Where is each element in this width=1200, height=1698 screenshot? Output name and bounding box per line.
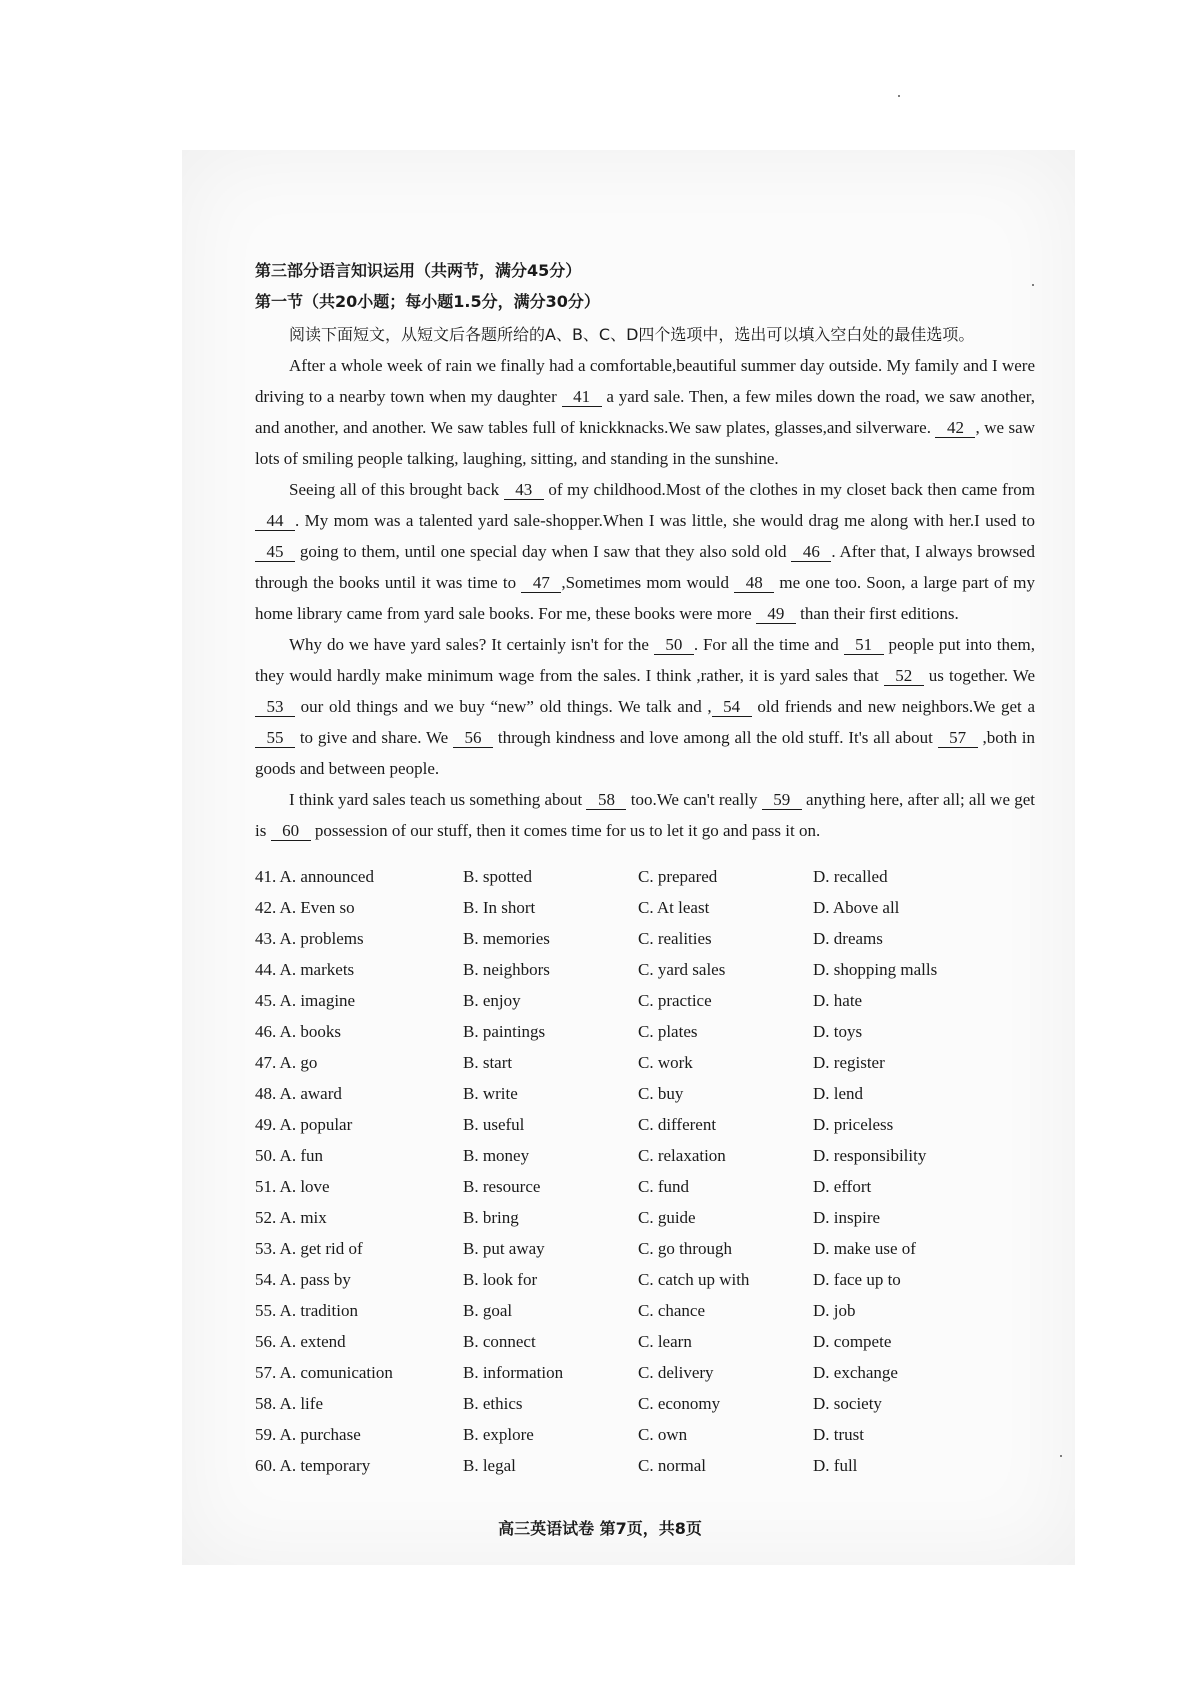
passage-text: our old things and we buy “new” old things. We talk and , bbox=[295, 697, 712, 716]
option-choice-d: D. shopping malls bbox=[813, 960, 938, 979]
option-choice-b: B. memories bbox=[463, 929, 550, 948]
passage-text: Seeing all of this brought back bbox=[289, 480, 504, 499]
option-choice-b: B. useful bbox=[463, 1115, 525, 1134]
cloze-blank: 50 bbox=[654, 636, 694, 655]
option-row bbox=[255, 1171, 1035, 1202]
option-choice-a: 44. A. markets bbox=[255, 960, 355, 979]
passage-text: I think yard sales teach us something about bbox=[289, 790, 587, 809]
option-row bbox=[255, 1450, 1035, 1481]
option-choice-b: B. write bbox=[463, 1084, 518, 1103]
passage-text: through kindness and love among all the old stuff. It's all about bbox=[493, 728, 938, 747]
option-choice-d: D. inspire bbox=[813, 1208, 881, 1227]
option-choice-c: C. yard sales bbox=[638, 960, 726, 979]
cloze-blank: 54 bbox=[712, 698, 752, 717]
option-choice-c: C. learn bbox=[638, 1332, 692, 1351]
passage-text: me one too. Soon, a large part of my home library came from yard sale books. For me, these books were more bbox=[255, 573, 1035, 623]
passage-text: too.We can't really bbox=[626, 790, 762, 809]
option-choice-d: D. register bbox=[813, 1053, 885, 1072]
option-choice-c: C. relaxation bbox=[638, 1146, 726, 1165]
cloze-blank: 55 bbox=[255, 729, 295, 748]
option-choice-c: C. practice bbox=[638, 991, 712, 1010]
option-choice-d: D. effort bbox=[813, 1177, 872, 1196]
option-choice-c: C. economy bbox=[638, 1394, 721, 1413]
cloze-blank: 45 bbox=[255, 543, 295, 562]
cloze-blank: 51 bbox=[844, 636, 884, 655]
option-row bbox=[255, 1233, 1035, 1264]
passage-text: After a whole week of rain we finally had a comfortable,beautiful summer day outside. My family and I were driving to a nearby town when my daughter bbox=[255, 356, 1035, 406]
option-row bbox=[255, 1264, 1035, 1295]
cloze-blank: 59 bbox=[762, 791, 802, 810]
cloze-blank: 47 bbox=[521, 574, 561, 593]
cloze-blank: 44 bbox=[255, 512, 295, 531]
option-choice-b: B. In short bbox=[463, 898, 536, 917]
option-choice-b: B. resource bbox=[463, 1177, 541, 1196]
option-choice-a: 42. A. Even so bbox=[255, 898, 355, 917]
option-choice-b: B. ethics bbox=[463, 1394, 523, 1413]
option-choice-d: D. Above all bbox=[813, 898, 900, 917]
option-row bbox=[255, 1388, 1035, 1419]
passage-text: . My mom was a talented yard sale-shopper.When I was little, she would drag me along with her.I used to bbox=[295, 511, 1035, 530]
option-choice-d: D. face up to bbox=[813, 1270, 901, 1289]
option-choice-b: B. start bbox=[463, 1053, 513, 1072]
option-choice-a: 52. A. mix bbox=[255, 1208, 327, 1227]
scan-speck bbox=[898, 95, 900, 97]
cloze-blank: 56 bbox=[453, 729, 493, 748]
option-choice-c: C. delivery bbox=[638, 1363, 714, 1382]
option-choice-b: B. put away bbox=[463, 1239, 545, 1258]
option-choice-c: C. normal bbox=[638, 1456, 706, 1475]
option-choice-d: D. recalled bbox=[813, 867, 888, 886]
option-choice-c: C. prepared bbox=[638, 867, 718, 886]
part-title: 第三部分语言知识运用（共两节，满分45分） bbox=[255, 261, 582, 280]
option-choice-a: 59. A. purchase bbox=[255, 1425, 361, 1444]
passage-text: . After that, I always browsed through the books until it was time to bbox=[255, 542, 1035, 592]
option-choice-a: 58. A. life bbox=[255, 1394, 323, 1413]
option-choice-d: D. job bbox=[813, 1301, 856, 1320]
option-row bbox=[255, 1078, 1035, 1109]
option-choice-a: 57. A. comunication bbox=[255, 1363, 393, 1382]
option-choice-a: 45. A. imagine bbox=[255, 991, 356, 1010]
passage-text: old friends and new neighbors.We get a bbox=[751, 697, 1035, 716]
option-choice-d: D. responsibility bbox=[813, 1146, 927, 1165]
option-choice-d: D. trust bbox=[813, 1425, 864, 1444]
option-choice-a: 46. A. books bbox=[255, 1022, 341, 1041]
option-choice-d: D. make use of bbox=[813, 1239, 916, 1258]
option-choice-c: C. buy bbox=[638, 1084, 684, 1103]
option-choice-c: C. plates bbox=[638, 1022, 698, 1041]
option-choice-b: B. bring bbox=[463, 1208, 519, 1227]
option-choice-d: D. toys bbox=[813, 1022, 863, 1041]
option-choice-c: C. go through bbox=[638, 1239, 732, 1258]
option-choice-d: D. full bbox=[813, 1456, 858, 1475]
option-choice-c: C. fund bbox=[638, 1177, 689, 1196]
cloze-blank: 48 bbox=[734, 574, 774, 593]
option-choice-b: B. look for bbox=[463, 1270, 538, 1289]
cloze-blank: 57 bbox=[938, 729, 978, 748]
option-choice-b: B. explore bbox=[463, 1425, 534, 1444]
option-choice-a: 51. A. love bbox=[255, 1177, 330, 1196]
passage-text: going to them, until one special day when I saw that they also sold old bbox=[295, 542, 792, 561]
option-row bbox=[255, 861, 1035, 892]
option-choice-a: 43. A. problems bbox=[255, 929, 364, 948]
option-choice-b: B. enjoy bbox=[463, 991, 521, 1010]
passage-text: . For all the time and bbox=[693, 635, 844, 654]
option-row bbox=[255, 892, 1035, 923]
cloze-blank: 42 bbox=[935, 419, 975, 438]
passage-text: , we saw lots of smiling people talking, laughing, sitting, and standing in the sunshine. bbox=[255, 418, 1035, 468]
option-choice-b: B. neighbors bbox=[463, 960, 550, 979]
option-row bbox=[255, 1140, 1035, 1171]
option-choice-a: 49. A. popular bbox=[255, 1115, 353, 1134]
passage-text: people put into them, they would hardly make minimum wage from the sales. I think ,rather, it is yard sales that bbox=[255, 635, 1035, 685]
passage-paragraph bbox=[255, 350, 1035, 474]
passage-text: than their first editions. bbox=[795, 604, 959, 623]
option-row bbox=[255, 1016, 1035, 1047]
passage-text: possession of our stuff, then it comes time for us to let it go and pass it on. bbox=[310, 821, 821, 840]
option-choice-c: C. realities bbox=[638, 929, 712, 948]
option-row bbox=[255, 1326, 1035, 1357]
instructions: 阅读下面短文，从短文后各题所给的A、B、C、D四个选项中，选出可以填入空白处的最佳选项。 bbox=[289, 325, 975, 344]
passage-text: anything here, after all; all we get is bbox=[255, 790, 1036, 840]
cloze-blank: 53 bbox=[255, 698, 295, 717]
cloze-passage bbox=[255, 350, 1035, 846]
option-row bbox=[255, 1419, 1035, 1450]
passage-paragraph bbox=[255, 474, 1035, 629]
option-row bbox=[255, 923, 1035, 954]
option-choice-a: 53. A. get rid of bbox=[255, 1239, 363, 1258]
cloze-blank: 52 bbox=[884, 667, 924, 686]
option-choice-b: B. legal bbox=[463, 1456, 516, 1475]
option-choice-b: B. money bbox=[463, 1146, 530, 1165]
passage-text: Why do we have yard sales? It certainly isn't for the bbox=[289, 635, 654, 654]
option-choice-d: D. lend bbox=[813, 1084, 864, 1103]
passage-text: ,Sometimes mom would bbox=[561, 573, 735, 592]
option-choice-a: 47. A. go bbox=[255, 1053, 318, 1072]
option-choice-a: 60. A. temporary bbox=[255, 1456, 371, 1475]
option-choice-d: D. hate bbox=[813, 991, 863, 1010]
option-row bbox=[255, 1357, 1035, 1388]
option-choice-a: 54. A. pass by bbox=[255, 1270, 351, 1289]
option-choice-a: 56. A. extend bbox=[255, 1332, 346, 1351]
option-row bbox=[255, 985, 1035, 1016]
cloze-blank: 60 bbox=[271, 822, 311, 841]
option-choice-c: C. chance bbox=[638, 1301, 706, 1320]
option-row bbox=[255, 1295, 1035, 1326]
passage-text: of my childhood.Most of the clothes in my closet back then came from bbox=[543, 480, 1035, 499]
option-choice-a: 48. A. award bbox=[255, 1084, 342, 1103]
passage-text: us together. We bbox=[923, 666, 1035, 685]
option-choice-c: C. guide bbox=[638, 1208, 696, 1227]
option-choice-b: B. information bbox=[463, 1363, 564, 1382]
options-list bbox=[255, 861, 1035, 1481]
passage-paragraph bbox=[255, 784, 1035, 846]
option-choice-d: D. exchange bbox=[813, 1363, 898, 1382]
passage-text: ,both in goods and between people. bbox=[255, 728, 1035, 778]
option-choice-b: B. goal bbox=[463, 1301, 513, 1320]
option-choice-b: B. connect bbox=[463, 1332, 536, 1351]
option-choice-c: C. different bbox=[638, 1115, 717, 1134]
cloze-blank: 43 bbox=[504, 481, 544, 500]
option-choice-a: 55. A. tradition bbox=[255, 1301, 358, 1320]
option-choice-c: C. own bbox=[638, 1425, 688, 1444]
scan-speck bbox=[1060, 1455, 1062, 1457]
option-choice-c: C. At least bbox=[638, 898, 710, 917]
cloze-blank: 49 bbox=[756, 605, 796, 624]
page-footer: 高三英语试卷 第7页，共8页 bbox=[498, 1519, 702, 1538]
option-choice-d: D. dreams bbox=[813, 929, 883, 948]
passage-text: to give and share. We bbox=[295, 728, 454, 747]
passage-paragraph bbox=[255, 629, 1035, 784]
cloze-blank: 41 bbox=[562, 388, 602, 407]
passage-text: a yard sale. Then, a few miles down the road, we saw another, and another, and another. We saw tables full of knickknacks.We saw plates, glasses,and silverware. bbox=[255, 387, 1035, 437]
option-choice-b: B. spotted bbox=[463, 867, 532, 886]
option-row bbox=[255, 1202, 1035, 1233]
option-choice-b: B. paintings bbox=[463, 1022, 546, 1041]
option-row bbox=[255, 1047, 1035, 1078]
option-row bbox=[255, 954, 1035, 985]
option-choice-a: 41. A. announced bbox=[255, 867, 374, 886]
option-choice-a: 50. A. fun bbox=[255, 1146, 323, 1165]
exam-page bbox=[255, 255, 1035, 1481]
option-choice-c: C. work bbox=[638, 1053, 693, 1072]
cloze-blank: 46 bbox=[791, 543, 831, 562]
option-row bbox=[255, 1109, 1035, 1140]
option-choice-d: D. priceless bbox=[813, 1115, 894, 1134]
option-choice-d: D. society bbox=[813, 1394, 882, 1413]
section-title: 第一节（共20小题；每小题1.5分，满分30分） bbox=[255, 292, 600, 311]
option-choice-d: D. compete bbox=[813, 1332, 892, 1351]
option-choice-c: C. catch up with bbox=[638, 1270, 750, 1289]
cloze-blank: 58 bbox=[586, 791, 626, 810]
